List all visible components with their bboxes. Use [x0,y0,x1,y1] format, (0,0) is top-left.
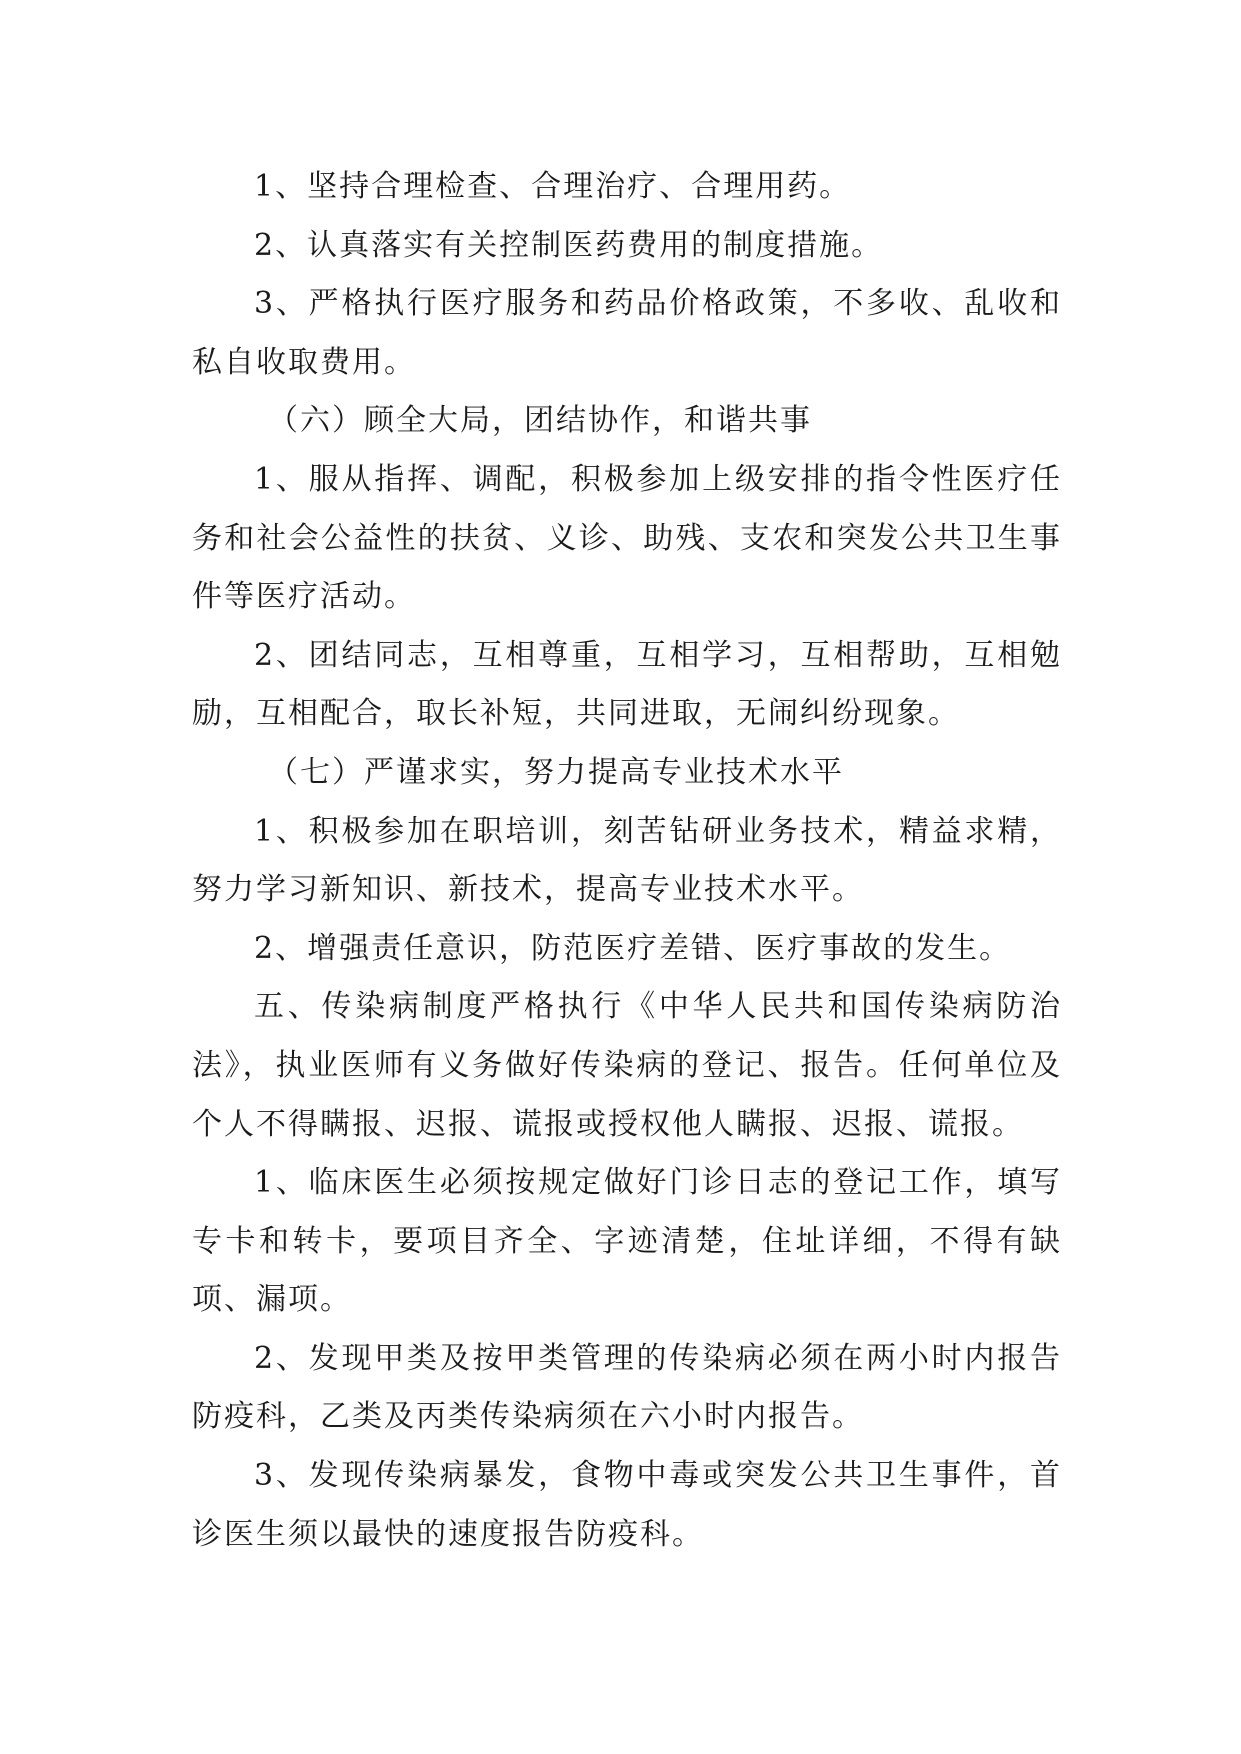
paragraph-item-8: 1、积极参加在职培训，刻苦钻研业务技术，精益求精，努力学习新知识、新技术，提高专业技术水平。 [192,813,1062,908]
paragraph-item-11: 1、临床医生必须按规定做好门诊日志的登记工作，填写专卡和转卡，要项目齐全、字迹清楚，住址详细，不得有缺项、漏项。 [192,1165,1062,1318]
paragraph-item-5: 1、服从指挥、调配，积极参加上级安排的指令性医疗任务和社会公益性的扶贫、义诊、助残、支农和突发公共卫生事件等医疗活动。 [192,461,1062,615]
paragraph-item-13: 3、发现传染病暴发，食物中毒或突发公共卫生事件，首诊医生须以最快的速度报告防疫科。 [192,1458,1062,1552]
document-body [192,158,1062,1564]
paragraph-item-12: 2、发现甲类及按甲类管理的传染病必须在两小时内报告防疫科，乙类及丙类传染病须在六小时内报告。 [192,1340,1062,1435]
paragraph-item-1: 1、坚持合理检查、合理治疗、合理用药。 [254,169,852,204]
paragraph-item-9: 2、增强责任意识，防范医疗差错、医疗事故的发生。 [254,930,1012,966]
section-heading-5: 五、传染病制度严格执行《中华人民共和国传染病防治法》，执业医师有义务做好传染病的登记、报告。任何单位及个人不得瞒报、迟报、谎报或授权他人瞒报、迟报、谎报。 [192,989,1062,1142]
section-heading-6: （六）顾全大局，团结协作，和谐共事 [268,403,812,439]
paragraph-item-2: 2、认真落实有关控制医药费用的制度措施。 [254,227,884,263]
paragraph-item-3: 3、严格执行医疗服务和药品价格政策，不多收、乱收和私自收取费用。 [192,286,1062,380]
paragraph-item-6: 2、团结同志，互相尊重，互相学习，互相帮助，互相勉励，互相配合，取长补短，共同进取，无闹纠纷现象。 [192,637,1062,732]
section-heading-7: （七）严谨求实，努力提高专业技术水平 [268,754,844,790]
